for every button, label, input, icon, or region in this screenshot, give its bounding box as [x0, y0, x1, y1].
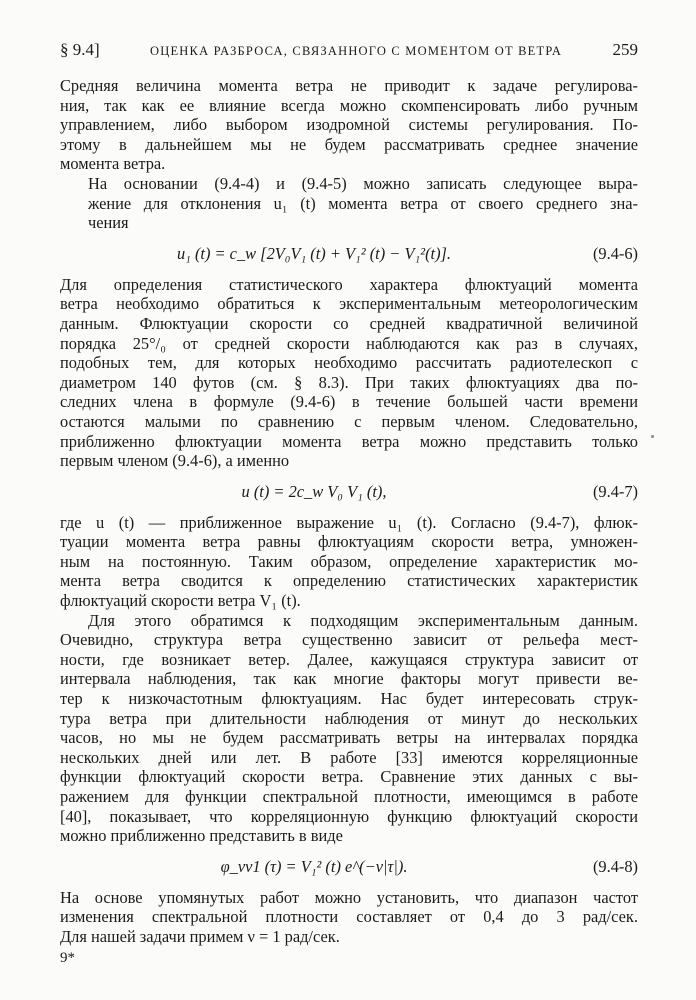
paragraph-2 [60, 174, 638, 233]
text-line: ности, где возникает ветер. Далее, кажущаяся структура зависит от [60, 649, 638, 669]
paragraph-1 [60, 76, 638, 174]
text-line: где u (t) — приближенное выражение u₁ (t). Согласно (9.4-7), флюк- [60, 512, 638, 532]
equation-formula: u (t) = 2c_w V₀ V₁ (t), [241, 481, 387, 501]
text-line: порядка 25°/₀ от средней скорости наблюдаются как раз в случаях, [60, 333, 638, 353]
text-line: флюктуаций скорости ветра V₁ (t). [60, 591, 301, 611]
signature-mark: 9* [60, 950, 75, 966]
text-line: Для этого обратимся к подходящим экспериментальным данным. [88, 610, 638, 630]
text-line: подобных тем, для которых необходимо рассчитать радиотелескоп с [60, 353, 638, 373]
paragraph-5 [60, 611, 638, 846]
equation-formula: φ_vv1 (τ) = V₁² (t) e^(−ν|τ|). [220, 856, 408, 876]
text-line: момента ветра. [60, 154, 166, 174]
equation-9-4-8 [60, 848, 638, 886]
text-line: можно приближенно представить в виде [60, 826, 343, 846]
text-line: функции флюктуаций скорости ветра. Сравнение этих данных с вы- [60, 767, 638, 787]
text-line: следних члена в формуле (9.4-6) в течение большей части времени [60, 392, 638, 412]
text-line: На основании (9.4-4) и (9.4-5) можно записать следующее выра- [88, 173, 638, 193]
text-line: первым членом (9.4-6), а именно [60, 451, 290, 471]
page-number: 259 [612, 40, 638, 59]
text-line: Очевидно, структура ветра существенно зависит от рельефа мест- [60, 630, 638, 650]
text-line: чения [88, 213, 129, 233]
equation-number: (9.4-6) [592, 243, 638, 263]
text-line: тура ветра при длительности наблюдения от минут до нескольких [60, 708, 638, 728]
paragraph-4 [60, 513, 638, 611]
text-line: данным. Флюктуации скорости со средней квадратичной величиной [60, 313, 638, 333]
text-line: остаются малыми по сравнению с первым членом. Следовательно, [60, 411, 638, 431]
equation-number: (9.4-7) [592, 481, 638, 501]
running-header [60, 40, 638, 66]
text-line: ным на постоянную. Таким образом, определение характеристик мо- [60, 551, 638, 571]
text-line: ветра необходимо обратиться к экспериментальным метеорологическим [60, 294, 638, 314]
text-line: приближенно флюктуации момента ветра можно представить только [60, 431, 638, 451]
text-line: изменения спектральной плотности составляет от 0,4 до 3 рад/сек. [60, 907, 638, 927]
text-line: интервала наблюдения, так как многие факторы могут привести ве- [60, 669, 638, 689]
text-line: Средняя величина момента ветра не приводит к задаче регулирова- [60, 76, 638, 95]
paragraph-3 [60, 275, 638, 471]
text-line: нескольких дней или лет. В работе [33] имеются корреляционные [60, 747, 638, 767]
text-line: ражением для функции спектральной плотности, имеющимся в работе [60, 787, 638, 806]
equation-9-4-6 [60, 235, 638, 273]
text-line: диаметром 140 футов (см. § 8.3). При таких флюктуациях два по- [60, 372, 638, 392]
text-line: На основе упомянутых работ можно установить, что диапазон частот [60, 887, 638, 907]
speck-mark [651, 435, 654, 438]
running-title: ОЦЕНКА РАЗБРОСА, СВЯЗАННОГО С МОМЕНТОМ ОТ ВЕТРА [150, 44, 563, 58]
text-line: туации момента ветра равны флюктуациям скорости ветра, умножен- [60, 532, 638, 552]
equation-9-4-7 [60, 473, 638, 511]
text-line: жение для отклонения u₁ (t) момента ветра от своего среднего зна- [88, 193, 638, 213]
text-line: Для нашей задачи примем ν = 1 рад/сек. [60, 926, 340, 946]
section-ref: § 9.4] [60, 40, 100, 59]
text-line: часов, но мы не будем рассматривать ветры на интервалах порядка [60, 728, 638, 748]
text-line: мента ветра сводится к определению статистических характеристик [60, 571, 638, 591]
text-line: [40], показывает, что корреляционную функцию флюктуаций скорости [60, 806, 638, 826]
equation-formula: u₁ (t) = c_w [2V₀V₁ (t) + V₁² (t) − V₁²(t)]. [176, 243, 452, 263]
paragraph-6 [60, 888, 638, 947]
equation-number: (9.4-8) [592, 856, 638, 876]
text-line: этому в дальнейшем мы не будем рассматривать среднее значение [60, 134, 638, 154]
text-line: тер к низкочастотным флюктуациям. Нас будет интересовать струк- [60, 689, 638, 709]
text-line: управлением, либо выбором изодромной системы регулирования. По- [60, 115, 638, 135]
book-page [60, 40, 638, 947]
text-line: Для определения статистического характера флюктуаций момента [60, 274, 638, 294]
text-line: ния, так как ее влияние всегда можно скомпенсировать либо ручным [60, 95, 638, 115]
